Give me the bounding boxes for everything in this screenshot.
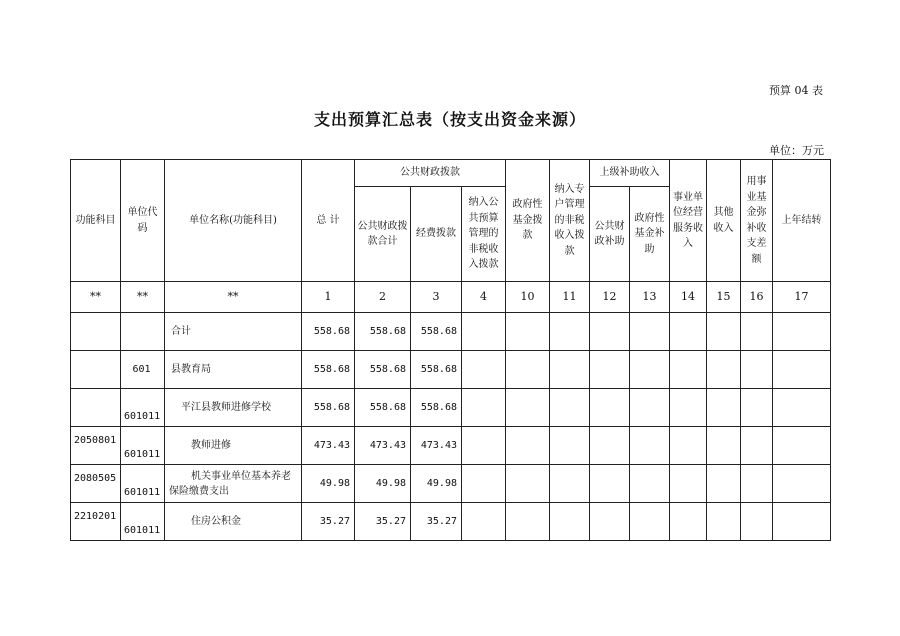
operating-funds-cell: 558.68 (411, 313, 462, 351)
header-row-1 (71, 160, 831, 187)
operating-funds-cell: 558.68 (411, 389, 462, 427)
header-fund-balance: 用事业基金弥补收支差额 (741, 160, 773, 282)
empty-cell (590, 351, 630, 389)
empty-cell (707, 427, 741, 465)
unit-code-cell: 601011 (121, 465, 165, 503)
empty-cell (506, 351, 550, 389)
unit-code-cell: 601011 (121, 503, 165, 541)
func-code-cell (71, 351, 121, 389)
empty-cell (506, 427, 550, 465)
header-public-finance-subsidy: 公共财政补助 (590, 187, 630, 282)
public-finance-total-cell: 558.68 (355, 351, 411, 389)
empty-cell (741, 465, 773, 503)
total-cell: 558.68 (302, 351, 355, 389)
func-code-cell: 2080505 (71, 465, 121, 503)
column-index: 12 (590, 282, 630, 313)
empty-cell (741, 351, 773, 389)
empty-cell (707, 389, 741, 427)
header-public-finance: 公共财政拨款 (355, 160, 506, 187)
column-index: 3 (411, 282, 462, 313)
empty-cell (773, 465, 831, 503)
empty-cell (630, 389, 670, 427)
header-public-finance-total: 公共财政拨款合计 (355, 187, 411, 282)
empty-cell (462, 313, 506, 351)
empty-cell (630, 313, 670, 351)
empty-cell (773, 389, 831, 427)
empty-cell (462, 503, 506, 541)
empty-cell (773, 503, 831, 541)
table-row (71, 427, 831, 465)
empty-cell (707, 465, 741, 503)
column-index: 2 (355, 282, 411, 313)
unit-name-cell: 县教育局 (165, 351, 302, 389)
operating-funds-cell: 473.43 (411, 427, 462, 465)
empty-cell (741, 313, 773, 351)
empty-cell (741, 389, 773, 427)
empty-cell (707, 351, 741, 389)
operating-funds-cell: 558.68 (411, 351, 462, 389)
column-index: 17 (773, 282, 831, 313)
empty-cell (630, 503, 670, 541)
empty-cell (707, 503, 741, 541)
form-number: 预算 04 表 (769, 84, 823, 97)
total-cell: 35.27 (302, 503, 355, 541)
total-cell: 558.68 (302, 313, 355, 351)
empty-cell (462, 351, 506, 389)
header-func-code: 功能科目 (71, 160, 121, 282)
column-index-row (71, 282, 831, 313)
unit-name-cell: 教师进修 (165, 427, 302, 465)
unit-name-cell: 住房公积金 (165, 503, 302, 541)
empty-cell (462, 389, 506, 427)
func-code-cell: 2050801 (71, 427, 121, 465)
header-special-account-nontax: 纳入专户管理的非税收入拨款 (550, 160, 590, 282)
public-finance-total-cell: 473.43 (355, 427, 411, 465)
header-carryover: 上年结转 (773, 160, 831, 282)
empty-cell (707, 313, 741, 351)
table-row (71, 389, 831, 427)
empty-cell (550, 465, 590, 503)
public-finance-total-cell: 35.27 (355, 503, 411, 541)
column-index: 13 (630, 282, 670, 313)
empty-cell (462, 427, 506, 465)
column-index: ** (165, 282, 302, 313)
empty-cell (773, 427, 831, 465)
page-title: 支出预算汇总表（按支出资金来源） (313, 110, 586, 129)
unit-name-cell: 平江县教师进修学校 (165, 389, 302, 427)
unit-name-cell: 合计 (165, 313, 302, 351)
header-institution-income: 事业单位经营服务收入 (670, 160, 707, 282)
column-index: ** (121, 282, 165, 313)
column-index: 11 (550, 282, 590, 313)
header-gov-fund: 政府性基金拨款 (506, 160, 550, 282)
table-row (71, 503, 831, 541)
header-unit-name: 单位名称(功能科目) (165, 160, 302, 282)
empty-cell (506, 313, 550, 351)
budget-table (70, 159, 831, 541)
empty-cell (550, 313, 590, 351)
func-code-cell (71, 313, 121, 351)
unit-code-cell: 601 (121, 351, 165, 389)
public-finance-total-cell: 558.68 (355, 313, 411, 351)
operating-funds-cell: 49.98 (411, 465, 462, 503)
empty-cell (670, 313, 707, 351)
header-unit-code: 单位代码 (121, 160, 165, 282)
empty-cell (670, 427, 707, 465)
empty-cell (506, 465, 550, 503)
empty-cell (550, 427, 590, 465)
empty-cell (506, 503, 550, 541)
header-gov-fund-subsidy: 政府性基金补助 (630, 187, 670, 282)
header-other-income: 其他收入 (707, 160, 741, 282)
table-row-total (71, 313, 831, 351)
empty-cell (773, 313, 831, 351)
unit-name-cell: 机关事业单位基本养老保险缴费支出 (165, 465, 302, 503)
empty-cell (741, 427, 773, 465)
empty-cell (773, 351, 831, 389)
empty-cell (630, 351, 670, 389)
empty-cell (590, 389, 630, 427)
column-index: 15 (707, 282, 741, 313)
unit-code-cell: 601011 (121, 427, 165, 465)
empty-cell (550, 351, 590, 389)
total-cell: 473.43 (302, 427, 355, 465)
header-operating-funds: 经费拨款 (411, 187, 462, 282)
column-index: 16 (741, 282, 773, 313)
empty-cell (590, 465, 630, 503)
empty-cell (506, 389, 550, 427)
public-finance-total-cell: 558.68 (355, 389, 411, 427)
empty-cell (670, 503, 707, 541)
empty-cell (670, 389, 707, 427)
empty-cell (630, 465, 670, 503)
table-row (71, 465, 831, 503)
header-public-budget-nontax: 纳入公共预算管理的非税收入拨款 (462, 187, 506, 282)
empty-cell (462, 465, 506, 503)
unit-code-cell (121, 313, 165, 351)
func-code-cell (71, 389, 121, 427)
unit-code-cell: 601011 (121, 389, 165, 427)
table-row (71, 351, 831, 389)
column-index: 14 (670, 282, 707, 313)
func-code-cell: 2210201 (71, 503, 121, 541)
operating-funds-cell: 35.27 (411, 503, 462, 541)
public-finance-total-cell: 49.98 (355, 465, 411, 503)
empty-cell (630, 427, 670, 465)
empty-cell (550, 389, 590, 427)
empty-cell (590, 503, 630, 541)
empty-cell (741, 503, 773, 541)
empty-cell (590, 427, 630, 465)
column-index: 10 (506, 282, 550, 313)
column-index: 1 (302, 282, 355, 313)
column-index: 4 (462, 282, 506, 313)
empty-cell (590, 313, 630, 351)
unit-label: 单位：万元 (769, 144, 824, 157)
empty-cell (670, 351, 707, 389)
header-total: 总 计 (302, 160, 355, 282)
header-superior-subsidy: 上级补助收入 (590, 160, 670, 187)
empty-cell (670, 465, 707, 503)
total-cell: 558.68 (302, 389, 355, 427)
empty-cell (550, 503, 590, 541)
total-cell: 49.98 (302, 465, 355, 503)
column-index: ** (71, 282, 121, 313)
